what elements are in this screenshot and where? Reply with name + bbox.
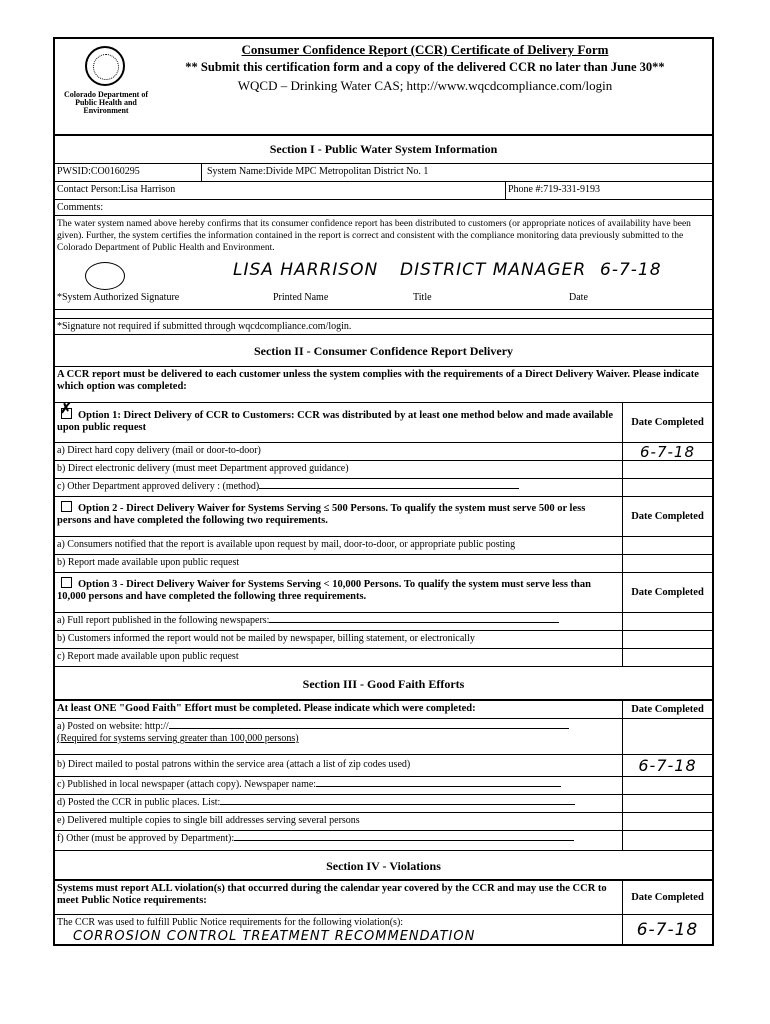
section3-intro-row	[55, 701, 712, 719]
ccr-certificate-form	[53, 37, 714, 946]
option3-b-date[interactable]	[622, 631, 712, 648]
section2-title: Section II - Consumer Confidence Report Delivery	[55, 335, 712, 367]
option2-a-date[interactable]	[622, 537, 712, 554]
good-faith-e-label: e) Delivered multiple copies to single bill addresses serving several persons	[57, 815, 360, 826]
good-faith-f-row	[55, 831, 712, 851]
good-faith-a-label: a) Posted on website: http://	[57, 721, 169, 732]
option1-c-date[interactable]	[622, 479, 712, 496]
option1-b-date[interactable]	[622, 461, 712, 478]
certification-block	[55, 216, 712, 310]
option1-b-label: b) Direct electronic delivery (must meet Department approved guidance)	[57, 463, 349, 474]
option3-row	[55, 573, 712, 613]
printed-name-label: Printed Name	[273, 292, 329, 303]
option3-c-row	[55, 649, 712, 667]
contact-person-field[interactable]: Contact Person:Lisa Harrison	[57, 184, 176, 195]
violations-row	[55, 915, 712, 944]
good-faith-c-date[interactable]	[622, 777, 712, 794]
good-faith-f-label: f) Other (must be approved by Department):	[57, 833, 235, 844]
option3-checkbox[interactable]	[61, 577, 72, 588]
option1-date-header: Date Completed	[622, 403, 712, 442]
form-title: Consumer Confidence Report (CCR) Certificate of Delivery Form	[241, 42, 609, 57]
good-faith-b-date[interactable]: 6-7-18	[622, 755, 712, 776]
handwritten-date: 6-7-18	[600, 260, 662, 280]
signature-label: *System Authorized Signature	[57, 292, 180, 303]
state-seal-icon	[85, 46, 125, 86]
option1-c-label: c) Other Department approved delivery : (method)	[57, 481, 260, 492]
section3-intro: At least ONE "Good Faith" Effort must be completed. Please indicate which were completed:	[57, 703, 476, 714]
option1-c-row	[55, 479, 712, 497]
handwritten-title: DISTRICT MANAGER	[400, 260, 587, 280]
option3-a-label: a) Full report published in the following newspapers:	[57, 615, 270, 626]
option1-checkbox[interactable]: ✗	[60, 402, 72, 417]
option3-a-date[interactable]	[622, 613, 712, 630]
title-label: Title	[413, 292, 432, 303]
good-faith-e-date[interactable]	[622, 813, 712, 830]
section4-title: Section IV - Violations	[55, 851, 712, 881]
option2-a-label: a) Consumers notified that the report is available upon request by mail, door-to-door, or appropriate public posting	[57, 539, 516, 550]
option2-b-row	[55, 555, 712, 573]
option1-b-row	[55, 461, 712, 479]
department-name: Colorado Department of Public Health and Environment	[64, 90, 148, 115]
pwsid-field[interactable]: PWSID:CO0160295	[55, 164, 202, 181]
option3-a-row	[55, 613, 712, 631]
option2-b-date[interactable]	[622, 555, 712, 572]
section1-title: Section I - Public Water System Information	[55, 134, 712, 164]
section3-date-header: Date Completed	[622, 701, 712, 718]
signature-scribble-icon	[85, 262, 125, 290]
certification-statement: The water system named above hereby confirms that its consumer confidence report has been distributed to customers (or appropriate notices of availability have been given). Further, the system certifies the information contained in the report is correct and consistent with the compliance monitoring data previously submitted to the Colorado Department of Public Health and Environment.	[57, 219, 691, 253]
handwritten-name: LISA HARRISON	[233, 260, 379, 280]
comments-field[interactable]: Comments:	[55, 200, 712, 216]
newspapers-field[interactable]	[269, 622, 559, 623]
system-name-field[interactable]: System Name:Divide MPC Metropolitan District No. 1	[207, 166, 429, 177]
good-faith-a-note: (Required for systems serving greater than 100,000 persons)	[57, 733, 299, 744]
option2-a-row	[55, 537, 712, 555]
date-label: Date	[569, 292, 588, 303]
violation-date[interactable]: 6-7-18	[622, 915, 712, 944]
public-places-field[interactable]	[220, 804, 575, 805]
good-faith-a-row	[55, 719, 712, 755]
good-faith-b-label: b) Direct mailed to postal patrons within the service area (attach a list of zip codes used)	[57, 759, 411, 770]
good-faith-c-label: c) Published in local newspaper (attach copy). Newspaper name:	[57, 779, 317, 790]
contact-row	[55, 182, 712, 200]
pwsid-row	[55, 164, 712, 182]
newspaper-name-field[interactable]	[316, 786, 561, 787]
option2-date-header: Date Completed	[622, 497, 712, 536]
section4-date-header: Date Completed	[622, 881, 712, 914]
option2-label: Option 2 - Direct Delivery Waiver for Systems Serving ≤ 500 Persons. To qualify the system must serve 500 or less persons and have completed the following two requirements.	[57, 503, 586, 526]
option3-b-label: b) Customers informed the report would not be mailed by newspaper, billing statement, or electronically	[57, 633, 475, 644]
option1-a-label: a) Direct hard copy delivery (mail or door-to-door)	[57, 445, 261, 456]
wqcd-link[interactable]: WQCD – Drinking Water CAS; http://www.wqcdcompliance.com/login	[237, 78, 613, 93]
section2-intro: A CCR report must be delivered to each customer unless the system complies with the requirements of a Direct Delivery Waiver. Please indicate which option was completed:	[55, 367, 712, 403]
good-faith-f-date[interactable]	[622, 831, 712, 850]
option3-date-header: Date Completed	[622, 573, 712, 612]
option1-row	[55, 403, 712, 443]
option2-b-label: b) Report made available upon public request	[57, 557, 240, 568]
good-faith-b-row	[55, 755, 712, 777]
signature-note: *Signature not required if submitted through wqcdcompliance.com/login.	[55, 318, 712, 335]
violation-entry[interactable]: CORROSION CONTROL TREATMENT RECOMMENDATION	[73, 929, 476, 944]
option3-b-row	[55, 631, 712, 649]
form-subtitle: ** Submit this certification form and a copy of the delivered CCR no later than June 30**	[185, 60, 665, 74]
good-faith-e-row	[55, 813, 712, 831]
phone-field[interactable]: Phone #:719-331-9193	[505, 182, 712, 199]
option2-checkbox[interactable]	[61, 501, 72, 512]
option3-c-label: c) Report made available upon public request	[57, 651, 239, 662]
option1-a-row	[55, 443, 712, 461]
option1-label: Option 1: Direct Delivery of CCR to Customers: CCR was distributed by at least one method below and made available upon public request	[57, 410, 613, 433]
good-faith-d-label: d) Posted the CCR in public places. List:	[57, 797, 221, 808]
good-faith-a-date[interactable]	[622, 719, 712, 754]
option1-a-date[interactable]: 6-7-18	[622, 443, 712, 460]
method-field[interactable]	[259, 488, 519, 489]
good-faith-d-date[interactable]	[622, 795, 712, 812]
option2-row	[55, 497, 712, 537]
other-method-field[interactable]	[234, 840, 574, 841]
section3-title: Section III - Good Faith Efforts	[55, 667, 712, 701]
violations-label: The CCR was used to fulfill Public Notice requirements for the following violation(s):	[57, 917, 404, 928]
good-faith-c-row	[55, 777, 712, 795]
good-faith-d-row	[55, 795, 712, 813]
option3-label: Option 3 - Direct Delivery Waiver for Systems Serving < 10,000 Persons. To qualify the system must serve less than 10,000 persons and have completed the following three requirements.	[57, 579, 591, 602]
form-header	[55, 39, 712, 136]
option3-c-date[interactable]	[622, 649, 712, 666]
section4-intro: Systems must report ALL violation(s) that occurred during the calendar year covered by the CCR and may use the CCR to meet Public Notice requirements:	[57, 883, 607, 906]
section4-intro-row	[55, 881, 712, 915]
website-field[interactable]	[169, 728, 569, 729]
